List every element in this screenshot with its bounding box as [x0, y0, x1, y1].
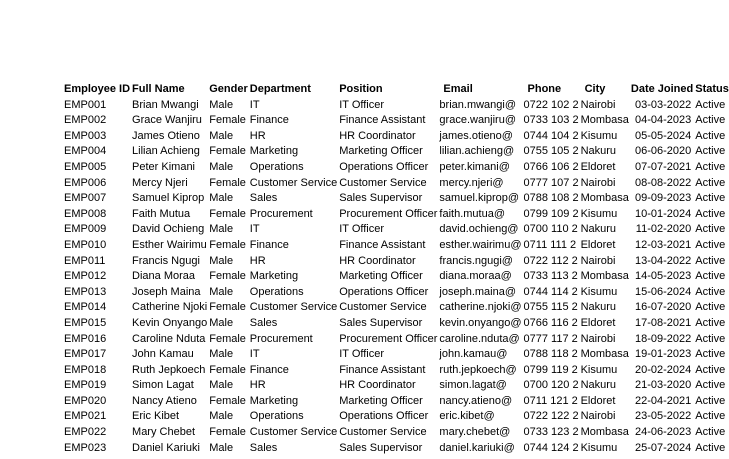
position-cell[interactable]: HR Coordinator [339, 254, 416, 267]
employee-id-cell[interactable]: EMP002 [64, 114, 107, 127]
phone-cell[interactable]: 0744 104 2 [523, 129, 579, 142]
gender-cell[interactable]: Female [209, 207, 246, 220]
city-cell[interactable]: Eldoret [580, 316, 616, 329]
full-name-cell[interactable]: Faith Mutua [132, 207, 191, 220]
gender-cell[interactable]: Female [209, 145, 246, 158]
full-name-cell[interactable]: Joseph Maina [132, 285, 201, 298]
department-cell[interactable]: HR [249, 379, 266, 392]
status-cell[interactable]: Active [695, 114, 726, 127]
phone-cell[interactable]: 0711 111 2 [523, 238, 577, 251]
header-cell[interactable]: City [584, 83, 606, 95]
phone-cell[interactable]: 0766 116 2 [523, 316, 578, 329]
employee-id-cell[interactable]: EMP008 [64, 207, 107, 220]
email-cell[interactable]: brian.mwangi@ [439, 98, 517, 111]
phone-cell[interactable]: 0777 117 2 [523, 332, 578, 345]
status-cell[interactable]: Active [695, 176, 726, 189]
city-cell[interactable]: Nakuru [580, 223, 617, 236]
status-cell[interactable]: Active [695, 207, 726, 220]
status-cell[interactable]: Active [695, 394, 726, 407]
full-name-cell[interactable]: Eric Kibet [132, 410, 180, 423]
status-cell[interactable]: Active [695, 98, 726, 111]
city-cell[interactable]: Mombasa [580, 426, 629, 439]
date-joined-cell[interactable]: 08-08-2022 [634, 176, 692, 189]
full-name-cell[interactable]: Brian Mwangi [132, 98, 199, 111]
date-joined-cell[interactable]: 19-01-2023 [634, 348, 692, 361]
date-joined-cell[interactable]: 22-04-2021 [634, 394, 692, 407]
full-name-cell[interactable]: Nancy Atieno [132, 394, 197, 407]
phone-cell[interactable]: 0722 122 2 [523, 410, 579, 423]
position-cell[interactable]: Operations Officer [339, 285, 429, 298]
date-joined-cell[interactable]: 21-03-2020 [634, 379, 692, 392]
employee-id-cell[interactable]: EMP006 [64, 176, 107, 189]
date-joined-cell[interactable]: 13-04-2022 [634, 254, 692, 267]
department-cell[interactable]: IT [249, 348, 260, 361]
phone-cell[interactable]: 0744 114 2 [523, 285, 578, 298]
phone-cell[interactable]: 0733 123 2 [523, 426, 579, 439]
email-cell[interactable]: esther.wairimu@ [439, 238, 522, 251]
email-cell[interactable]: eric.kibet@ [439, 410, 495, 423]
email-cell[interactable]: francis.ngugi@ [439, 254, 513, 267]
department-cell[interactable]: HR [249, 254, 266, 267]
email-cell[interactable]: ruth.jepkoech@ [439, 363, 517, 376]
email-cell[interactable]: simon.lagat@ [439, 379, 507, 392]
department-cell[interactable]: IT [249, 98, 260, 111]
table-row [62, 144, 729, 160]
phone-cell[interactable]: 0755 105 2 [523, 145, 579, 158]
full-name-cell[interactable]: Grace Wanjiru [132, 114, 202, 127]
table-row [62, 316, 729, 332]
table-row [62, 191, 729, 207]
full-name-cell[interactable]: Peter Kimani [132, 160, 196, 173]
department-cell[interactable]: Operations [249, 285, 304, 298]
table-row [62, 425, 729, 441]
table-row [62, 347, 729, 363]
position-cell[interactable]: Finance Assistant [339, 363, 426, 376]
status-cell[interactable]: Active [695, 363, 726, 376]
table-row [62, 222, 729, 238]
table-row [62, 394, 729, 410]
full-name-cell[interactable]: Kevin Onyango [132, 316, 208, 329]
status-cell[interactable]: Active [695, 348, 726, 361]
email-cell[interactable]: diana.moraa@ [439, 270, 512, 283]
table-row [62, 129, 729, 145]
full-name-cell[interactable]: Francis Ngugi [132, 254, 200, 267]
gender-cell[interactable]: Female [209, 301, 246, 314]
phone-cell[interactable]: 0799 109 2 [523, 207, 579, 220]
full-name-cell[interactable]: Mercy Njeri [132, 176, 188, 189]
status-cell[interactable]: Active [695, 426, 726, 439]
phone-cell[interactable]: 0733 103 2 [523, 114, 579, 127]
department-cell[interactable]: Finance [249, 238, 289, 251]
position-cell[interactable]: Marketing Officer [339, 394, 423, 407]
department-cell[interactable]: Sales [249, 441, 278, 454]
email-cell[interactable]: peter.kimani@ [439, 160, 510, 173]
position-cell[interactable]: IT Officer [339, 348, 385, 361]
table-row [62, 300, 729, 316]
city-cell[interactable]: Kisumu [580, 129, 618, 142]
city-cell[interactable]: Nairobi [580, 254, 616, 267]
city-cell[interactable]: Nakuru [580, 379, 617, 392]
position-cell[interactable]: HR Coordinator [339, 379, 416, 392]
email-cell[interactable]: john.kamau@ [439, 348, 508, 361]
position-cell[interactable]: Finance Assistant [339, 114, 426, 127]
city-cell[interactable]: Nakuru [580, 145, 617, 158]
header-cell[interactable]: Department [249, 83, 311, 95]
employee-id-cell[interactable]: EMP013 [64, 285, 107, 298]
position-cell[interactable]: Procurement Officer [339, 207, 438, 220]
date-joined-cell[interactable]: 18-09-2022 [634, 332, 692, 345]
table-row [62, 441, 729, 457]
position-cell[interactable]: Marketing Officer [339, 270, 423, 283]
position-cell[interactable]: Customer Service [339, 176, 427, 189]
city-cell[interactable]: Nairobi [580, 176, 616, 189]
full-name-cell[interactable]: Lilian Achieng [132, 145, 200, 158]
date-joined-cell[interactable]: 06-06-2020 [634, 145, 692, 158]
employee-id-cell[interactable]: EMP021 [64, 410, 107, 423]
email-cell[interactable]: catherine.njoki@ [439, 301, 522, 314]
department-cell[interactable]: HR [249, 129, 266, 142]
department-cell[interactable]: IT [249, 223, 260, 236]
employee-id-cell[interactable]: EMP003 [64, 129, 107, 142]
date-joined-cell[interactable]: 14-05-2023 [634, 270, 692, 283]
gender-cell[interactable]: Male [209, 379, 234, 392]
phone-cell[interactable]: 0788 118 2 [523, 348, 578, 361]
full-name-cell[interactable]: Esther Wairimu [132, 238, 207, 251]
status-cell[interactable]: Active [695, 410, 726, 423]
status-cell[interactable]: Active [695, 301, 726, 314]
table-row [62, 113, 729, 129]
department-cell[interactable]: Customer Service [249, 301, 338, 314]
header-row [62, 82, 729, 98]
full-name-cell[interactable]: Catherine Njoki [132, 301, 208, 314]
header-cell[interactable]: Position [339, 83, 383, 95]
date-joined-cell[interactable]: 11-02-2020 [635, 223, 692, 236]
status-cell[interactable]: Active [695, 332, 726, 345]
email-cell[interactable]: james.otieno@ [439, 129, 513, 142]
gender-cell[interactable]: Male [209, 223, 234, 236]
email-cell[interactable]: david.ochieng@ [439, 223, 519, 236]
department-cell[interactable]: Marketing [249, 270, 299, 283]
employee-id-cell[interactable]: EMP020 [64, 394, 107, 407]
phone-cell[interactable]: 0788 108 2 [523, 192, 579, 205]
employee-id-cell[interactable]: EMP004 [64, 145, 107, 158]
gender-cell[interactable]: Female [209, 176, 246, 189]
phone-cell[interactable]: 0700 120 2 [523, 379, 579, 392]
date-joined-cell[interactable]: 07-07-2021 [634, 160, 692, 173]
header-cell[interactable]: Employee ID [64, 83, 131, 95]
gender-cell[interactable]: Male [209, 160, 234, 173]
gender-cell[interactable]: Male [209, 254, 234, 267]
city-cell[interactable]: Nairobi [580, 332, 616, 345]
position-cell[interactable]: Operations Officer [339, 410, 429, 423]
email-cell[interactable]: samuel.kiprop@ [439, 192, 520, 205]
employee-table [62, 82, 729, 456]
email-cell[interactable]: lilian.achieng@ [439, 145, 515, 158]
status-cell[interactable]: Active [695, 129, 726, 142]
full-name-cell[interactable]: Mary Chebet [132, 426, 196, 439]
employee-id-cell[interactable]: EMP019 [64, 379, 107, 392]
employee-id-cell[interactable]: EMP014 [64, 301, 107, 314]
phone-cell[interactable]: 0755 115 2 [523, 301, 578, 314]
gender-cell[interactable]: Male [209, 410, 234, 423]
full-name-cell[interactable]: Simon Lagat [132, 379, 194, 392]
header-cell[interactable]: Gender [209, 83, 248, 95]
status-cell[interactable]: Active [695, 270, 726, 283]
status-cell[interactable]: Active [695, 441, 726, 454]
city-cell[interactable]: Eldoret [580, 160, 616, 173]
date-joined-cell[interactable]: 09-09-2023 [634, 192, 692, 205]
status-cell[interactable]: Active [695, 238, 726, 251]
department-cell[interactable]: Finance [249, 363, 289, 376]
employee-id-cell[interactable]: EMP010 [64, 238, 107, 251]
position-cell[interactable]: Sales Supervisor [339, 441, 423, 454]
employee-id-cell[interactable]: EMP005 [64, 160, 107, 173]
position-cell[interactable]: IT Officer [339, 98, 385, 111]
phone-cell[interactable]: 0722 112 2 [523, 254, 578, 267]
full-name-cell[interactable]: Diana Moraa [132, 270, 196, 283]
department-cell[interactable]: Finance [249, 114, 289, 127]
gender-cell[interactable]: Male [209, 285, 234, 298]
gender-cell[interactable]: Male [209, 129, 234, 142]
city-cell[interactable]: Kisumu [580, 441, 618, 454]
position-cell[interactable]: IT Officer [339, 223, 385, 236]
header-cell[interactable]: Status [695, 83, 729, 95]
email-cell[interactable]: mercy.njeri@ [439, 176, 504, 189]
city-cell[interactable]: Mombasa [580, 348, 629, 361]
email-cell[interactable]: caroline.nduta@ [439, 332, 520, 345]
table-row [62, 160, 729, 176]
city-cell[interactable]: Nairobi [580, 410, 616, 423]
date-joined-cell[interactable]: 25-07-2024 [634, 441, 692, 454]
phone-cell[interactable]: 0799 119 2 [523, 363, 578, 376]
header-cell[interactable]: Date Joined [630, 83, 694, 95]
status-cell[interactable]: Active [695, 192, 726, 205]
table-row [62, 363, 729, 379]
gender-cell[interactable]: Female [209, 114, 246, 127]
date-joined-cell[interactable]: 23-05-2022 [634, 410, 692, 423]
department-cell[interactable]: Operations [249, 160, 304, 173]
table-row [62, 98, 729, 114]
phone-cell[interactable]: 0744 124 2 [523, 441, 579, 454]
gender-cell[interactable]: Female [209, 270, 246, 283]
city-cell[interactable]: Kisumu [580, 285, 618, 298]
full-name-cell[interactable]: John Kamau [132, 348, 194, 361]
full-name-cell[interactable]: James Otieno [132, 129, 200, 142]
date-joined-cell[interactable]: 24-06-2023 [634, 426, 692, 439]
table-row [62, 409, 729, 425]
position-cell[interactable]: Customer Service [339, 426, 427, 439]
date-joined-cell[interactable]: 04-04-2023 [634, 114, 692, 127]
city-cell[interactable]: Kisumu [580, 207, 618, 220]
date-joined-cell[interactable]: 05-05-2024 [634, 129, 692, 142]
full-name-cell[interactable]: Caroline Nduta [132, 332, 206, 345]
gender-cell[interactable]: Male [209, 348, 234, 361]
department-cell[interactable]: Operations [249, 410, 304, 423]
position-cell[interactable]: Customer Service [339, 301, 427, 314]
email-cell[interactable]: faith.mutua@ [439, 207, 506, 220]
gender-cell[interactable]: Female [209, 363, 246, 376]
city-cell[interactable]: Mombasa [580, 192, 629, 205]
position-cell[interactable]: Finance Assistant [339, 238, 426, 251]
date-joined-cell[interactable]: 20-02-2024 [634, 363, 692, 376]
gender-cell[interactable]: Male [209, 98, 234, 111]
position-cell[interactable]: HR Coordinator [339, 129, 416, 142]
status-cell[interactable]: Active [695, 316, 726, 329]
city-cell[interactable]: Nakuru [580, 301, 617, 314]
city-cell[interactable]: Eldoret [580, 238, 616, 251]
date-joined-cell[interactable]: 10-01-2024 [634, 207, 692, 220]
status-cell[interactable]: Active [695, 254, 726, 267]
department-cell[interactable]: Sales [249, 316, 278, 329]
table-row [62, 285, 729, 301]
department-cell[interactable]: Procurement [249, 207, 313, 220]
email-cell[interactable]: daniel.kariuki@ [439, 441, 515, 454]
employee-id-cell[interactable]: EMP018 [64, 363, 107, 376]
employee-id-cell[interactable]: EMP023 [64, 441, 107, 454]
city-cell[interactable]: Nairobi [580, 98, 616, 111]
table-row [62, 176, 729, 192]
header-cell[interactable]: Full Name [132, 83, 185, 95]
date-joined-cell[interactable]: 17-08-2021 [634, 316, 692, 329]
department-cell[interactable]: Sales [249, 192, 278, 205]
position-cell[interactable]: Procurement Officer [339, 332, 438, 345]
employee-id-cell[interactable]: EMP012 [64, 270, 107, 283]
department-cell[interactable]: Customer Service [249, 176, 338, 189]
full-name-cell[interactable]: Daniel Kariuki [132, 441, 200, 454]
email-cell[interactable]: grace.wanjiru@ [439, 114, 517, 127]
employee-id-cell[interactable]: EMP009 [64, 223, 107, 236]
table-row [62, 207, 729, 223]
phone-cell[interactable]: 0700 110 2 [523, 223, 578, 236]
status-cell[interactable]: Active [695, 379, 726, 392]
phone-cell[interactable]: 0722 102 2 [523, 98, 579, 111]
email-cell[interactable]: joseph.maina@ [439, 285, 517, 298]
department-cell[interactable]: Marketing [249, 145, 299, 158]
city-cell[interactable]: Kisumu [580, 363, 618, 376]
phone-cell[interactable]: 0766 106 2 [523, 160, 579, 173]
gender-cell[interactable]: Female [209, 238, 246, 251]
full-name-cell[interactable]: David Ochieng [132, 223, 205, 236]
table-row [62, 254, 729, 270]
table-row [62, 332, 729, 348]
email-cell[interactable]: kevin.onyango@ [439, 316, 522, 329]
full-name-cell[interactable]: Ruth Jepkoech [132, 363, 206, 376]
full-name-cell[interactable]: Samuel Kiprop [132, 192, 205, 205]
gender-cell[interactable]: Male [209, 441, 234, 454]
position-cell[interactable]: Operations Officer [339, 160, 429, 173]
gender-cell[interactable]: Male [209, 192, 234, 205]
header-cell[interactable]: Phone [527, 83, 562, 95]
position-cell[interactable]: Marketing Officer [339, 145, 423, 158]
header-cell[interactable]: Email [443, 83, 473, 95]
table-row [62, 378, 729, 394]
position-cell[interactable]: Sales Supervisor [339, 192, 423, 205]
table-row [62, 238, 729, 254]
email-cell[interactable]: nancy.atieno@ [439, 394, 513, 407]
employee-id-cell[interactable]: EMP017 [64, 348, 107, 361]
employee-id-cell[interactable]: EMP007 [64, 192, 107, 205]
department-cell[interactable]: Customer Service [249, 426, 338, 439]
department-cell[interactable]: Marketing [249, 394, 299, 407]
city-cell[interactable]: Mombasa [580, 270, 629, 283]
status-cell[interactable]: Active [695, 285, 726, 298]
date-joined-cell[interactable]: 16-07-2020 [634, 301, 692, 314]
email-cell[interactable]: mary.chebet@ [439, 426, 511, 439]
status-cell[interactable]: Active [695, 223, 726, 236]
gender-cell[interactable]: Female [209, 394, 246, 407]
employee-id-cell[interactable]: EMP011 [64, 254, 106, 267]
phone-cell[interactable]: 0711 121 2 [523, 394, 578, 407]
date-joined-cell[interactable]: 15-06-2024 [634, 285, 692, 298]
date-joined-cell[interactable]: 03-03-2022 [634, 98, 692, 111]
employee-id-cell[interactable]: EMP015 [64, 316, 107, 329]
position-cell[interactable]: Sales Supervisor [339, 316, 423, 329]
phone-cell[interactable]: 0777 107 2 [523, 176, 579, 189]
table-row [62, 269, 729, 285]
city-cell[interactable]: Eldoret [580, 394, 616, 407]
employee-id-cell[interactable]: EMP001 [64, 98, 107, 111]
employee-id-cell[interactable]: EMP022 [64, 426, 107, 439]
table-body [62, 98, 729, 457]
gender-cell[interactable]: Female [209, 426, 246, 439]
department-cell[interactable]: Procurement [249, 332, 313, 345]
gender-cell[interactable]: Male [209, 316, 234, 329]
date-joined-cell[interactable]: 12-03-2021 [634, 238, 692, 251]
status-cell[interactable]: Active [695, 160, 726, 173]
city-cell[interactable]: Mombasa [580, 114, 629, 127]
gender-cell[interactable]: Female [209, 332, 246, 345]
status-cell[interactable]: Active [695, 145, 726, 158]
phone-cell[interactable]: 0733 113 2 [523, 270, 578, 283]
employee-id-cell[interactable]: EMP016 [64, 332, 107, 345]
